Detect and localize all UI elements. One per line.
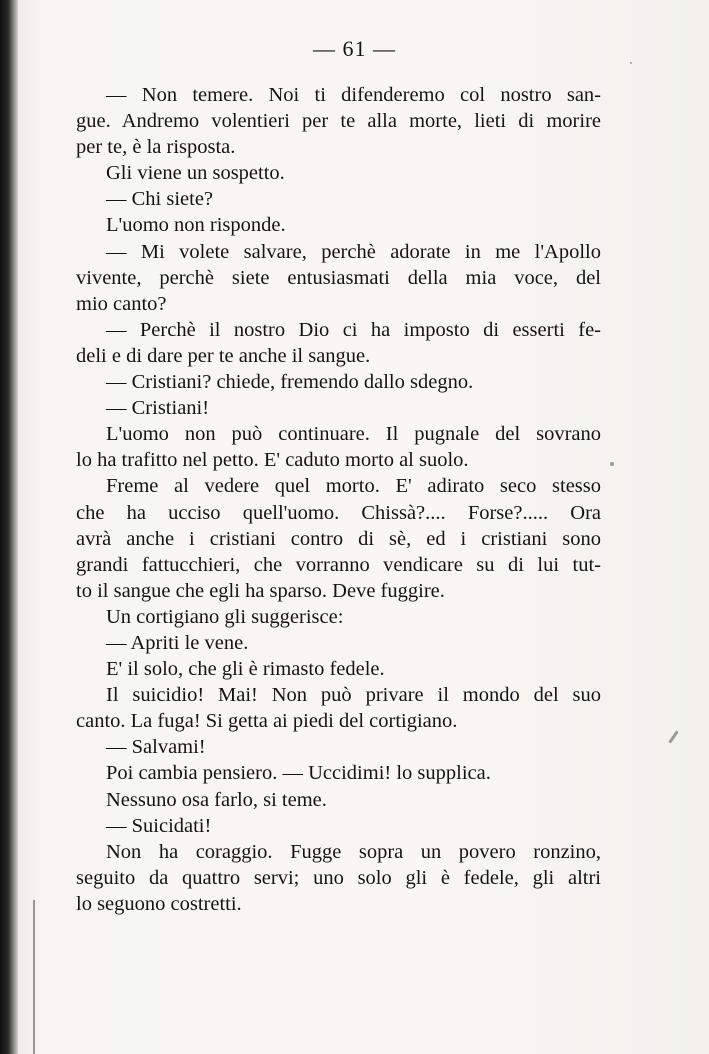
text-line: Il suicidio! Mai! Non può privare il mondo del suo xyxy=(106,684,601,707)
text-line: Nessuno osa farlo, si teme. xyxy=(106,788,327,811)
paragraph xyxy=(76,604,601,630)
text-line: — Salvami! xyxy=(106,736,206,759)
text-line: — Mi volete salvare, perchè adorate in me l'Apollo xyxy=(106,240,601,263)
text-line: — Perchè il nostro Dio ci ha imposto di esserti fe- xyxy=(106,318,601,341)
text-line: — Cristiani? chiede, fremendo dallo sdegno. xyxy=(106,371,474,394)
text-line: Poi cambia pensiero. — Uccidimi! lo supplica. xyxy=(106,762,491,785)
text-line: Freme al vedere quel morto. E' adirato seco stesso xyxy=(106,475,601,498)
text-line: — Suicidati! xyxy=(106,814,212,837)
text-line: L'uomo non risponde. xyxy=(106,214,286,237)
paragraph xyxy=(76,630,601,656)
paragraph xyxy=(76,317,601,343)
text-line: Non ha coraggio. Fugge sopra un povero ronzino, xyxy=(106,840,601,863)
paper-speck xyxy=(610,462,614,466)
paragraph xyxy=(76,813,601,839)
text-line: lo seguono costretti. xyxy=(76,892,242,915)
paragraph xyxy=(76,787,601,813)
paragraph xyxy=(76,82,601,108)
text-line: — Cristiani! xyxy=(106,397,210,420)
text-line: gue. Andremo volentieri per te alla morte, lieti di morire xyxy=(76,110,601,133)
text-line: mio canto? xyxy=(76,292,167,315)
text-line: avrà anche i cristiani contro di sè, ed i cristiani sono xyxy=(76,527,601,550)
text-line: che ha ucciso quell'uomo. Chissà?.... Forse?..... Ora xyxy=(76,501,601,524)
body-text xyxy=(76,82,601,917)
paragraph xyxy=(76,682,601,708)
paper-speck xyxy=(668,730,678,743)
gutter-line xyxy=(33,900,35,1054)
paragraph xyxy=(76,734,601,760)
text-line: E' il solo, che gli è rimasto fedele. xyxy=(106,658,385,681)
text-line: — Apriti le vene. xyxy=(106,631,249,654)
text-line: Un cortigiano gli suggerisce: xyxy=(106,605,344,628)
text-line: L'uomo non può continuare. Il pugnale del sovrano xyxy=(106,423,601,446)
text-line: lo ha trafitto nel petto. E' caduto morto al suolo. xyxy=(76,449,469,472)
paragraph xyxy=(76,395,601,421)
paragraph xyxy=(76,212,601,238)
paragraph xyxy=(76,160,601,186)
page-binding-shadow xyxy=(0,0,18,1054)
text-line: per te, è la risposta. xyxy=(76,136,236,159)
text-line: canto. La fuga! Si getta ai piedi del cortigiano. xyxy=(76,710,458,733)
page-number: — 61 — xyxy=(313,36,396,61)
text-line: to il sangue che egli ha sparso. Deve fuggire. xyxy=(76,579,445,602)
paragraph xyxy=(76,421,601,447)
paragraph xyxy=(76,369,601,395)
paragraph xyxy=(76,656,601,682)
text-line: deli e di dare per te anche il sangue. xyxy=(76,344,371,367)
text-line: — Non temere. Noi ti difenderemo col nostro san- xyxy=(106,84,601,106)
text-line: vivente, perchè siete entusiasmati della mia voce, del xyxy=(76,266,601,289)
text-line: grandi fattucchieri, che vorranno vendicare su di lui tut- xyxy=(76,553,601,576)
paper-speck xyxy=(630,62,632,64)
text-line: Gli viene un sospetto. xyxy=(106,162,285,185)
paragraph xyxy=(76,760,601,786)
paragraph xyxy=(76,473,601,499)
text-line: — Chi siete? xyxy=(106,188,214,211)
paragraph xyxy=(76,239,601,265)
paragraph xyxy=(76,186,601,212)
paragraph xyxy=(76,839,601,865)
text-line: seguito da quattro servi; uno solo gli è fedele, gli altri xyxy=(76,866,601,889)
